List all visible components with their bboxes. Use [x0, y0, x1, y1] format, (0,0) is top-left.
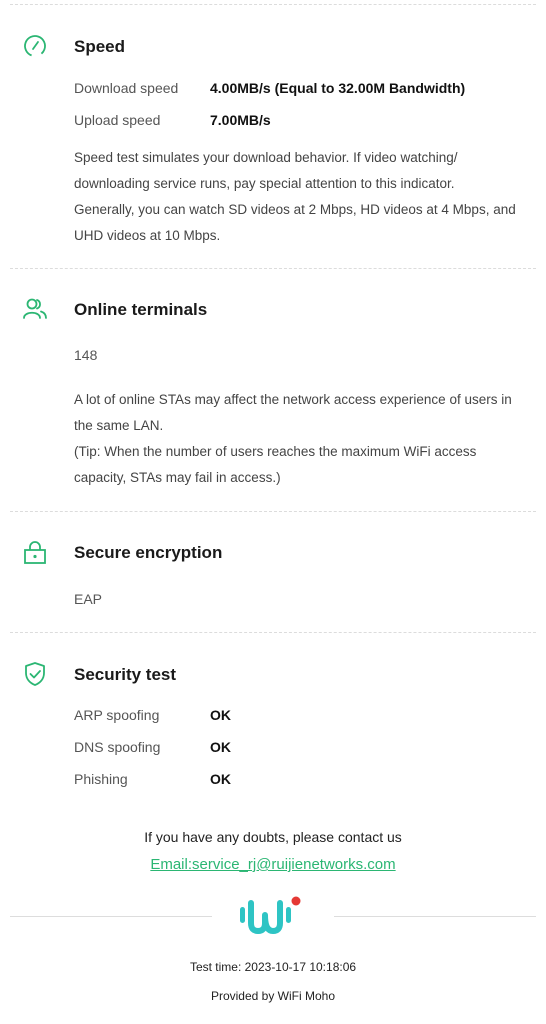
- download-speed-label: Download speed: [74, 80, 179, 96]
- footer-line-right: [334, 916, 536, 917]
- terminals-title: Online terminals: [74, 300, 208, 319]
- upload-speed-label: Upload speed: [74, 112, 161, 128]
- terminals-description: A lot of online STAs may affect the network access experience of users in the same LAN.: [74, 392, 512, 433]
- phishing-row: [74, 771, 231, 787]
- contact-email-link[interactable]: Email:service_rj@ruijienetworks.com: [150, 856, 396, 873]
- test-time: Test time: 2023-10-17 10:18:06: [189, 960, 357, 974]
- dns-spoofing-value: OK: [210, 739, 231, 755]
- shield-check-icon: [22, 661, 48, 687]
- speed-divider: [10, 268, 536, 269]
- footer-line-left: [10, 916, 212, 917]
- arp-spoofing-row: [74, 707, 231, 723]
- encryption-title: Secure encryption: [74, 543, 223, 562]
- terminals-count: 148: [74, 347, 98, 363]
- security-title: Security test: [74, 665, 177, 684]
- provided-by: Provided by WiFi Moho: [210, 989, 336, 1003]
- speed-title: Speed: [74, 37, 126, 56]
- dns-spoofing-row: [74, 739, 231, 755]
- contact-text: If you have any doubts, please contact us: [144, 829, 402, 845]
- phishing-label: Phishing: [74, 771, 128, 787]
- download-speed-value: 4.00MB/s (Equal to 32.00M Bandwidth): [210, 80, 466, 96]
- phishing-value: OK: [210, 771, 231, 787]
- terminals-tip: (Tip: When the number of users reaches the maximum WiFi access capacity, STAs may fail in access.): [74, 444, 477, 485]
- arp-spoofing-value: OK: [210, 707, 231, 723]
- wifi-moho-logo-icon: [238, 893, 312, 941]
- arp-spoofing-label: ARP spoofing: [74, 707, 160, 723]
- users-icon: [22, 296, 48, 322]
- download-speed-row: [74, 80, 466, 96]
- upload-speed-row: [74, 112, 271, 128]
- speed-description: Speed test simulates your download behavior. If video watching/ downloading service runs, pay special attention to this indicator. Generally, you can watch SD videos at 2 Mbps, HD videos at 4 Mbps, and UHD videos at 10 Mbps.: [74, 150, 516, 243]
- speedometer-icon: [22, 33, 48, 59]
- lock-icon: [22, 540, 48, 566]
- terminals-divider: [10, 511, 536, 512]
- top-divider: [10, 4, 536, 5]
- dns-spoofing-label: DNS spoofing: [74, 739, 161, 755]
- encryption-divider: [10, 632, 536, 633]
- encryption-value: EAP: [74, 591, 103, 607]
- upload-speed-value: 7.00MB/s: [210, 112, 271, 128]
